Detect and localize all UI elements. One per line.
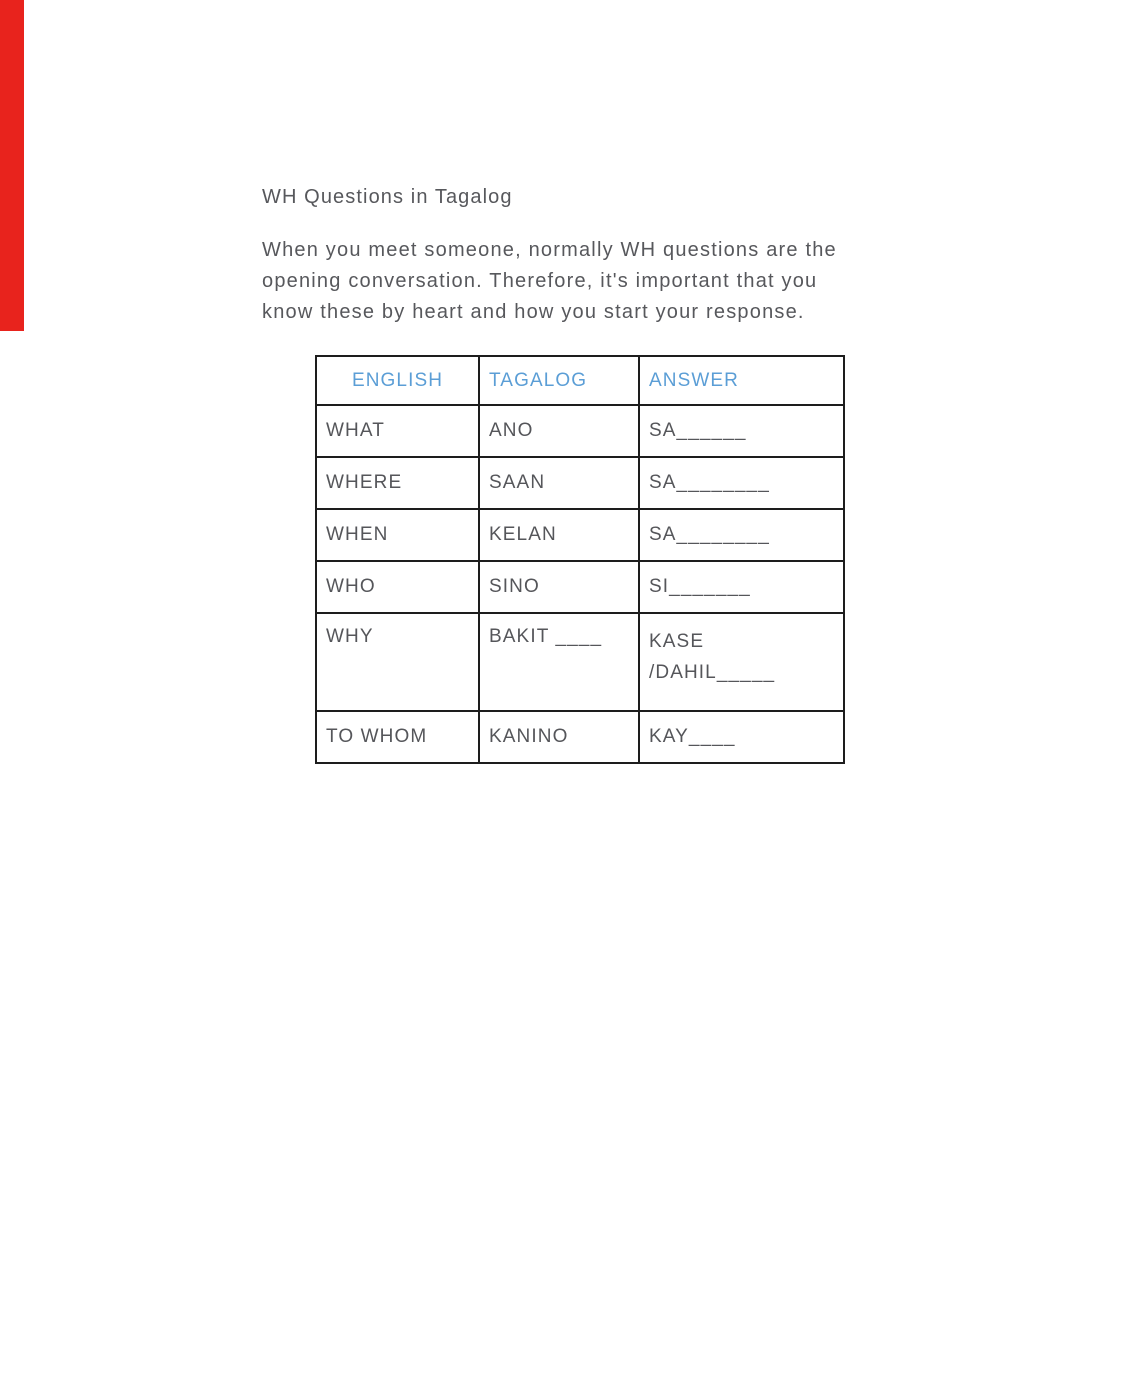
table-row bbox=[316, 457, 844, 509]
cell-answer bbox=[639, 613, 844, 711]
table-row bbox=[316, 509, 844, 561]
table-row bbox=[316, 711, 844, 763]
cell-answer: SA________ bbox=[639, 509, 844, 561]
paragraph-line: When you meet someone, normally WH questions are the bbox=[262, 239, 837, 261]
cell-english: WHO bbox=[316, 561, 479, 613]
table-header-row bbox=[316, 356, 844, 405]
cell-answer: KAY____ bbox=[639, 711, 844, 763]
cell-english: WHY bbox=[316, 613, 479, 711]
table-row bbox=[316, 561, 844, 613]
wh-questions-table bbox=[315, 355, 845, 764]
cell-tagalog: ANO bbox=[479, 405, 639, 457]
cell-answer: SI_______ bbox=[639, 561, 844, 613]
table-row bbox=[316, 405, 844, 457]
cell-tagalog: BAKIT ____ bbox=[479, 613, 639, 711]
answer-line: KASE bbox=[649, 631, 705, 652]
cell-answer: SA________ bbox=[639, 457, 844, 509]
paragraph-line: know these by heart and how you start your response. bbox=[262, 301, 805, 323]
column-header-english: ENGLISH bbox=[316, 356, 479, 405]
cell-answer: SA______ bbox=[639, 405, 844, 457]
answer-line: /DAHIL_____ bbox=[649, 662, 776, 683]
cell-tagalog: KELAN bbox=[479, 509, 639, 561]
cell-tagalog: SAAN bbox=[479, 457, 639, 509]
table-row bbox=[316, 613, 844, 711]
cell-tagalog: KANINO bbox=[479, 711, 639, 763]
cell-english: TO WHOM bbox=[316, 711, 479, 763]
red-bookmark-strip bbox=[0, 0, 24, 331]
paragraph-line: opening conversation. Therefore, it's important that you bbox=[262, 270, 818, 292]
cell-english: WHEN bbox=[316, 509, 479, 561]
column-header-answer: ANSWER bbox=[639, 356, 844, 405]
cell-tagalog: SINO bbox=[479, 561, 639, 613]
cell-english: WHAT bbox=[316, 405, 479, 457]
column-header-tagalog: TAGALOG bbox=[479, 356, 639, 405]
intro-paragraph bbox=[262, 235, 837, 328]
page-title: WH Questions in Tagalog bbox=[262, 186, 513, 208]
cell-english: WHERE bbox=[316, 457, 479, 509]
